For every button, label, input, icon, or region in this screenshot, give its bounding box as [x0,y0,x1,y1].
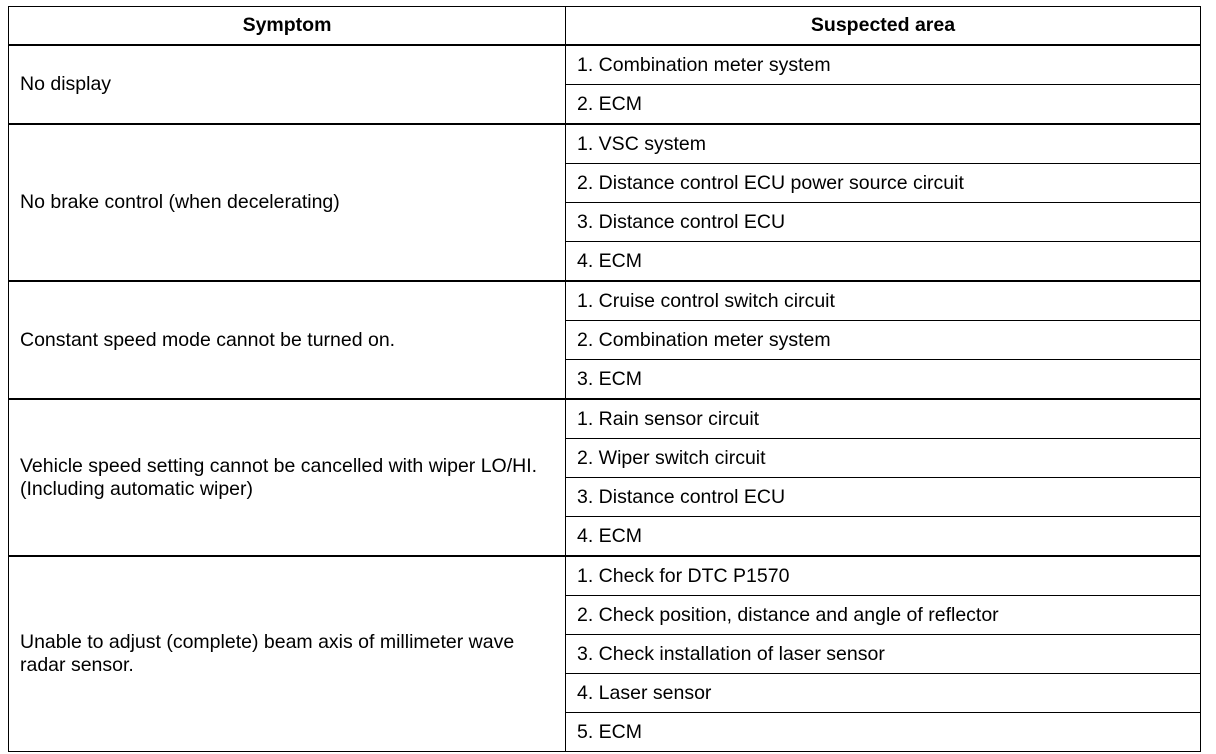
suspected-area-cell: 1. VSC system [566,124,1201,164]
suspected-area-cell: 3. ECM [566,360,1201,400]
symptom-cell: Constant speed mode cannot be turned on. [9,281,566,399]
suspected-area-cell: 3. Distance control ECU [566,203,1201,242]
suspected-area-cell: 5. ECM [566,713,1201,752]
suspected-area-cell: 4. Laser sensor [566,674,1201,713]
suspected-area-cell: 4. ECM [566,242,1201,282]
symptom-group [9,124,1201,281]
suspected-area-cell: 1. Combination meter system [566,45,1201,85]
suspected-area-cell: 3. Check installation of laser sensor [566,635,1201,674]
header-symptom: Symptom [9,7,566,46]
table-row [9,45,1201,85]
symptom-cell: No brake control (when decelerating) [9,124,566,281]
table-header [9,7,1201,46]
suspected-area-cell: 1. Rain sensor circuit [566,399,1201,439]
symptom-group [9,281,1201,399]
suspected-area-cell: 4. ECM [566,517,1201,557]
suspected-area-cell: 2. Combination meter system [566,321,1201,360]
suspected-area-cell: 2. ECM [566,85,1201,125]
symptom-cell: Vehicle speed setting cannot be cancelled with wiper LO/HI. (Including automatic wiper) [9,399,566,556]
problem-symptoms-table [8,6,1201,752]
suspected-area-cell: 1. Cruise control switch circuit [566,281,1201,321]
table-row [9,281,1201,321]
symptom-group [9,556,1201,752]
symptom-group [9,45,1201,124]
symptom-cell: Unable to adjust (complete) beam axis of millimeter wave radar sensor. [9,556,566,752]
table-row [9,556,1201,596]
suspected-area-cell: 1. Check for DTC P1570 [566,556,1201,596]
symptom-group [9,399,1201,556]
table-row [9,124,1201,164]
suspected-area-cell: 2. Wiper switch circuit [566,439,1201,478]
header-row [9,7,1201,46]
suspected-area-cell: 3. Distance control ECU [566,478,1201,517]
table-row [9,399,1201,439]
suspected-area-cell: 2. Check position, distance and angle of reflector [566,596,1201,635]
symptom-cell: No display [9,45,566,124]
header-suspected-area: Suspected area [566,7,1201,46]
suspected-area-cell: 2. Distance control ECU power source circuit [566,164,1201,203]
